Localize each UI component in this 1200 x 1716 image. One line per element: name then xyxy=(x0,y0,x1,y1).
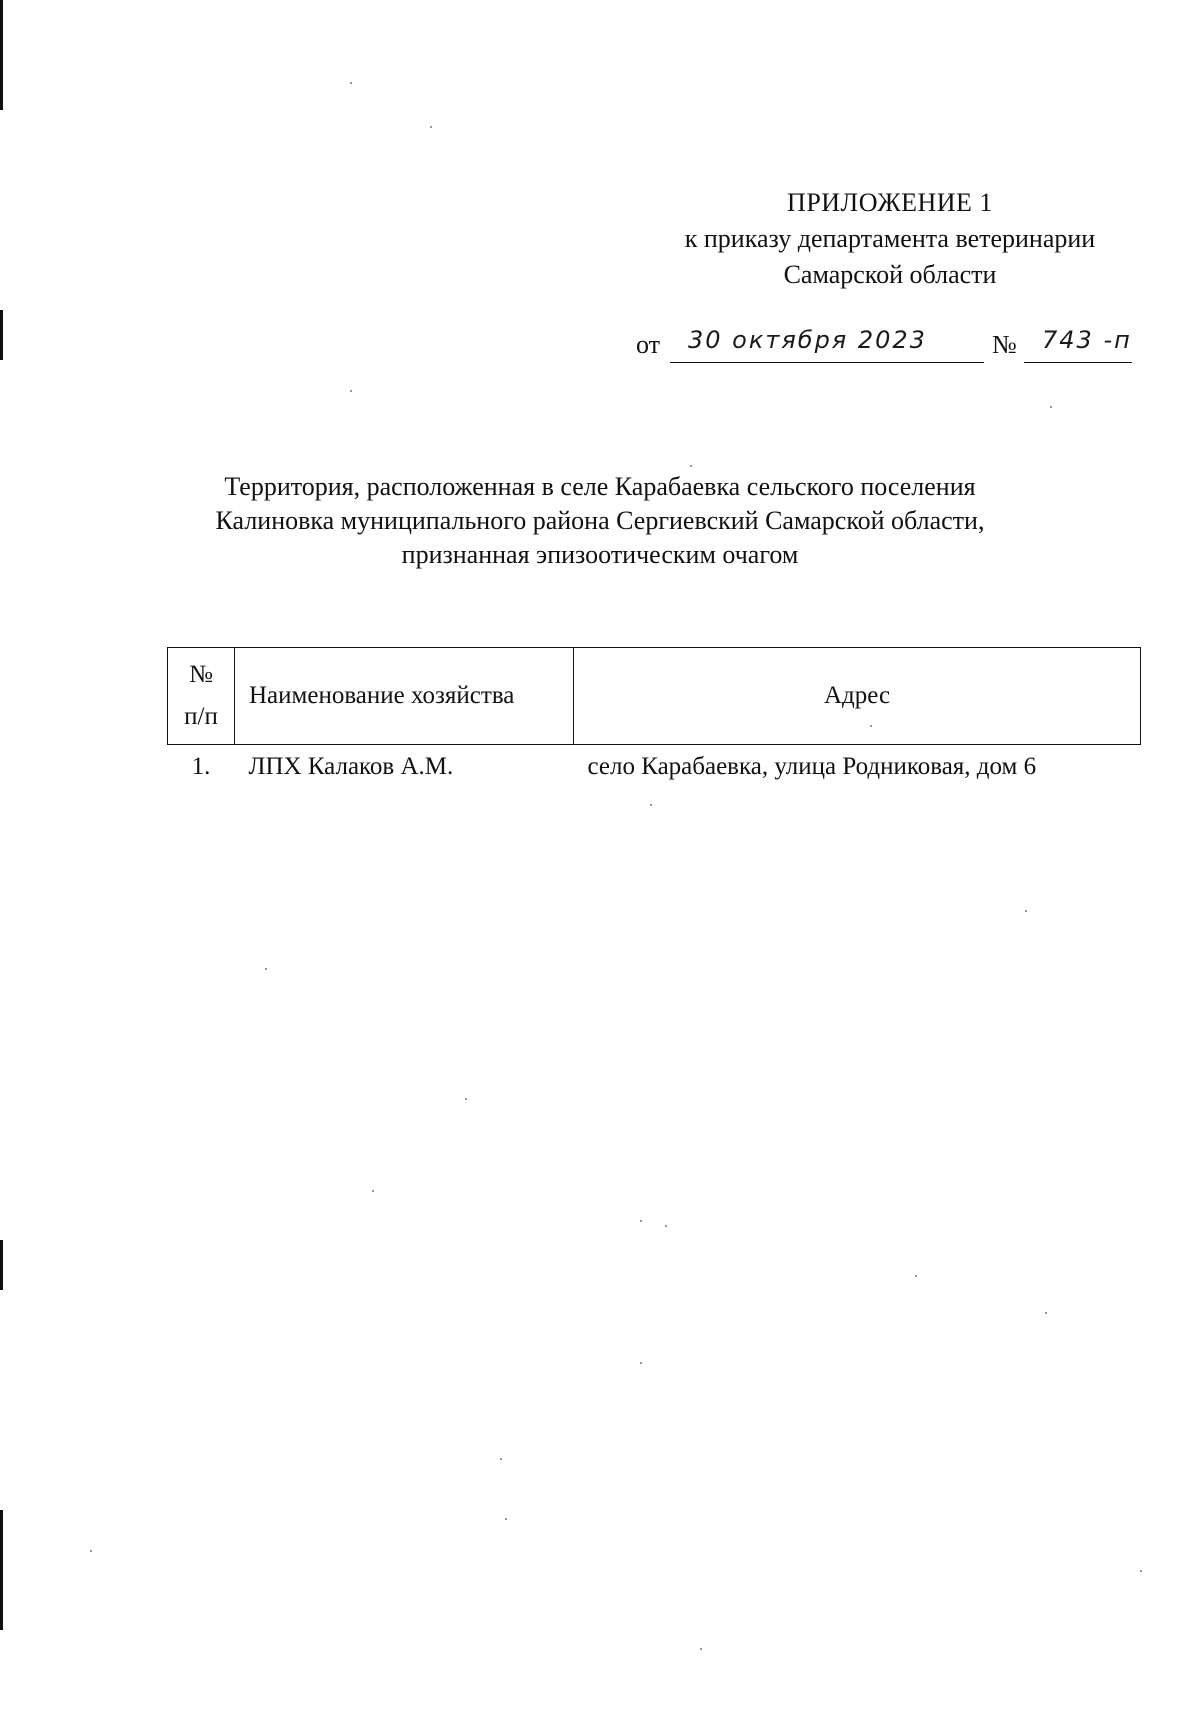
scan-speck xyxy=(650,804,652,806)
heading-line: Территория, расположенная в селе Карабаевка сельского поселения xyxy=(224,472,976,501)
scan-speck xyxy=(465,1098,467,1100)
header-number xyxy=(168,648,235,745)
heading-line: Калиновка муниципального района Сергиевский Самарской области, xyxy=(215,506,985,535)
scan-speck xyxy=(915,1275,917,1277)
scan-speck xyxy=(1140,1570,1142,1572)
scan-speck xyxy=(1050,406,1052,408)
order-number-field xyxy=(1024,326,1132,363)
table-row xyxy=(168,745,1141,790)
farms-table xyxy=(167,647,1141,789)
header-farm-name: Наименование хозяйства xyxy=(235,648,574,745)
row-number: 1. xyxy=(191,753,211,780)
order-date-handwritten: 30 октября 2023 xyxy=(688,326,927,354)
header-number-symbol: № xyxy=(189,661,213,688)
appendix-block xyxy=(640,185,1140,293)
scan-speck xyxy=(90,1550,92,1552)
document-heading xyxy=(140,470,1060,572)
scan-speck xyxy=(350,390,352,392)
scan-speck xyxy=(500,1458,502,1460)
order-date-field xyxy=(670,326,984,363)
appendix-title: ПРИЛОЖЕНИЕ 1 xyxy=(787,188,993,217)
heading-line: признанная эпизоотическим очагом xyxy=(401,540,799,569)
scan-speck xyxy=(372,1190,374,1192)
table-header-row xyxy=(168,648,1141,745)
header-address: Адрес xyxy=(574,648,1141,745)
scan-speck xyxy=(690,465,692,467)
order-date-label: от xyxy=(636,330,661,359)
scan-speck xyxy=(350,82,352,84)
order-line xyxy=(636,326,1136,370)
order-number-handwritten: 743 -п xyxy=(1042,326,1132,354)
scan-edge-mark xyxy=(0,1510,3,1630)
scan-edge-mark xyxy=(0,310,3,360)
scan-speck xyxy=(700,1648,702,1650)
scan-speck xyxy=(265,968,267,970)
scan-speck xyxy=(505,1518,507,1520)
appendix-order-reference: к приказу департамента ветеринарии xyxy=(684,224,1096,253)
scan-edge-mark xyxy=(0,0,3,110)
row-farm-name: ЛПХ Калаков А.М. xyxy=(248,753,454,780)
scan-speck xyxy=(1045,1312,1047,1314)
scan-speck xyxy=(430,126,432,128)
appendix-region: Самарской области xyxy=(783,260,997,289)
order-number-label: № xyxy=(992,330,1017,359)
scan-speck xyxy=(1025,910,1027,912)
scan-edge-mark xyxy=(0,1240,3,1290)
row-address: село Карабаевка, улица Родниковая, дом 6 xyxy=(587,753,1037,780)
scan-speck xyxy=(640,1362,642,1364)
scan-speck xyxy=(640,1220,642,1222)
header-number-abbr: п/п xyxy=(184,703,218,730)
scan-speck xyxy=(665,1225,667,1227)
